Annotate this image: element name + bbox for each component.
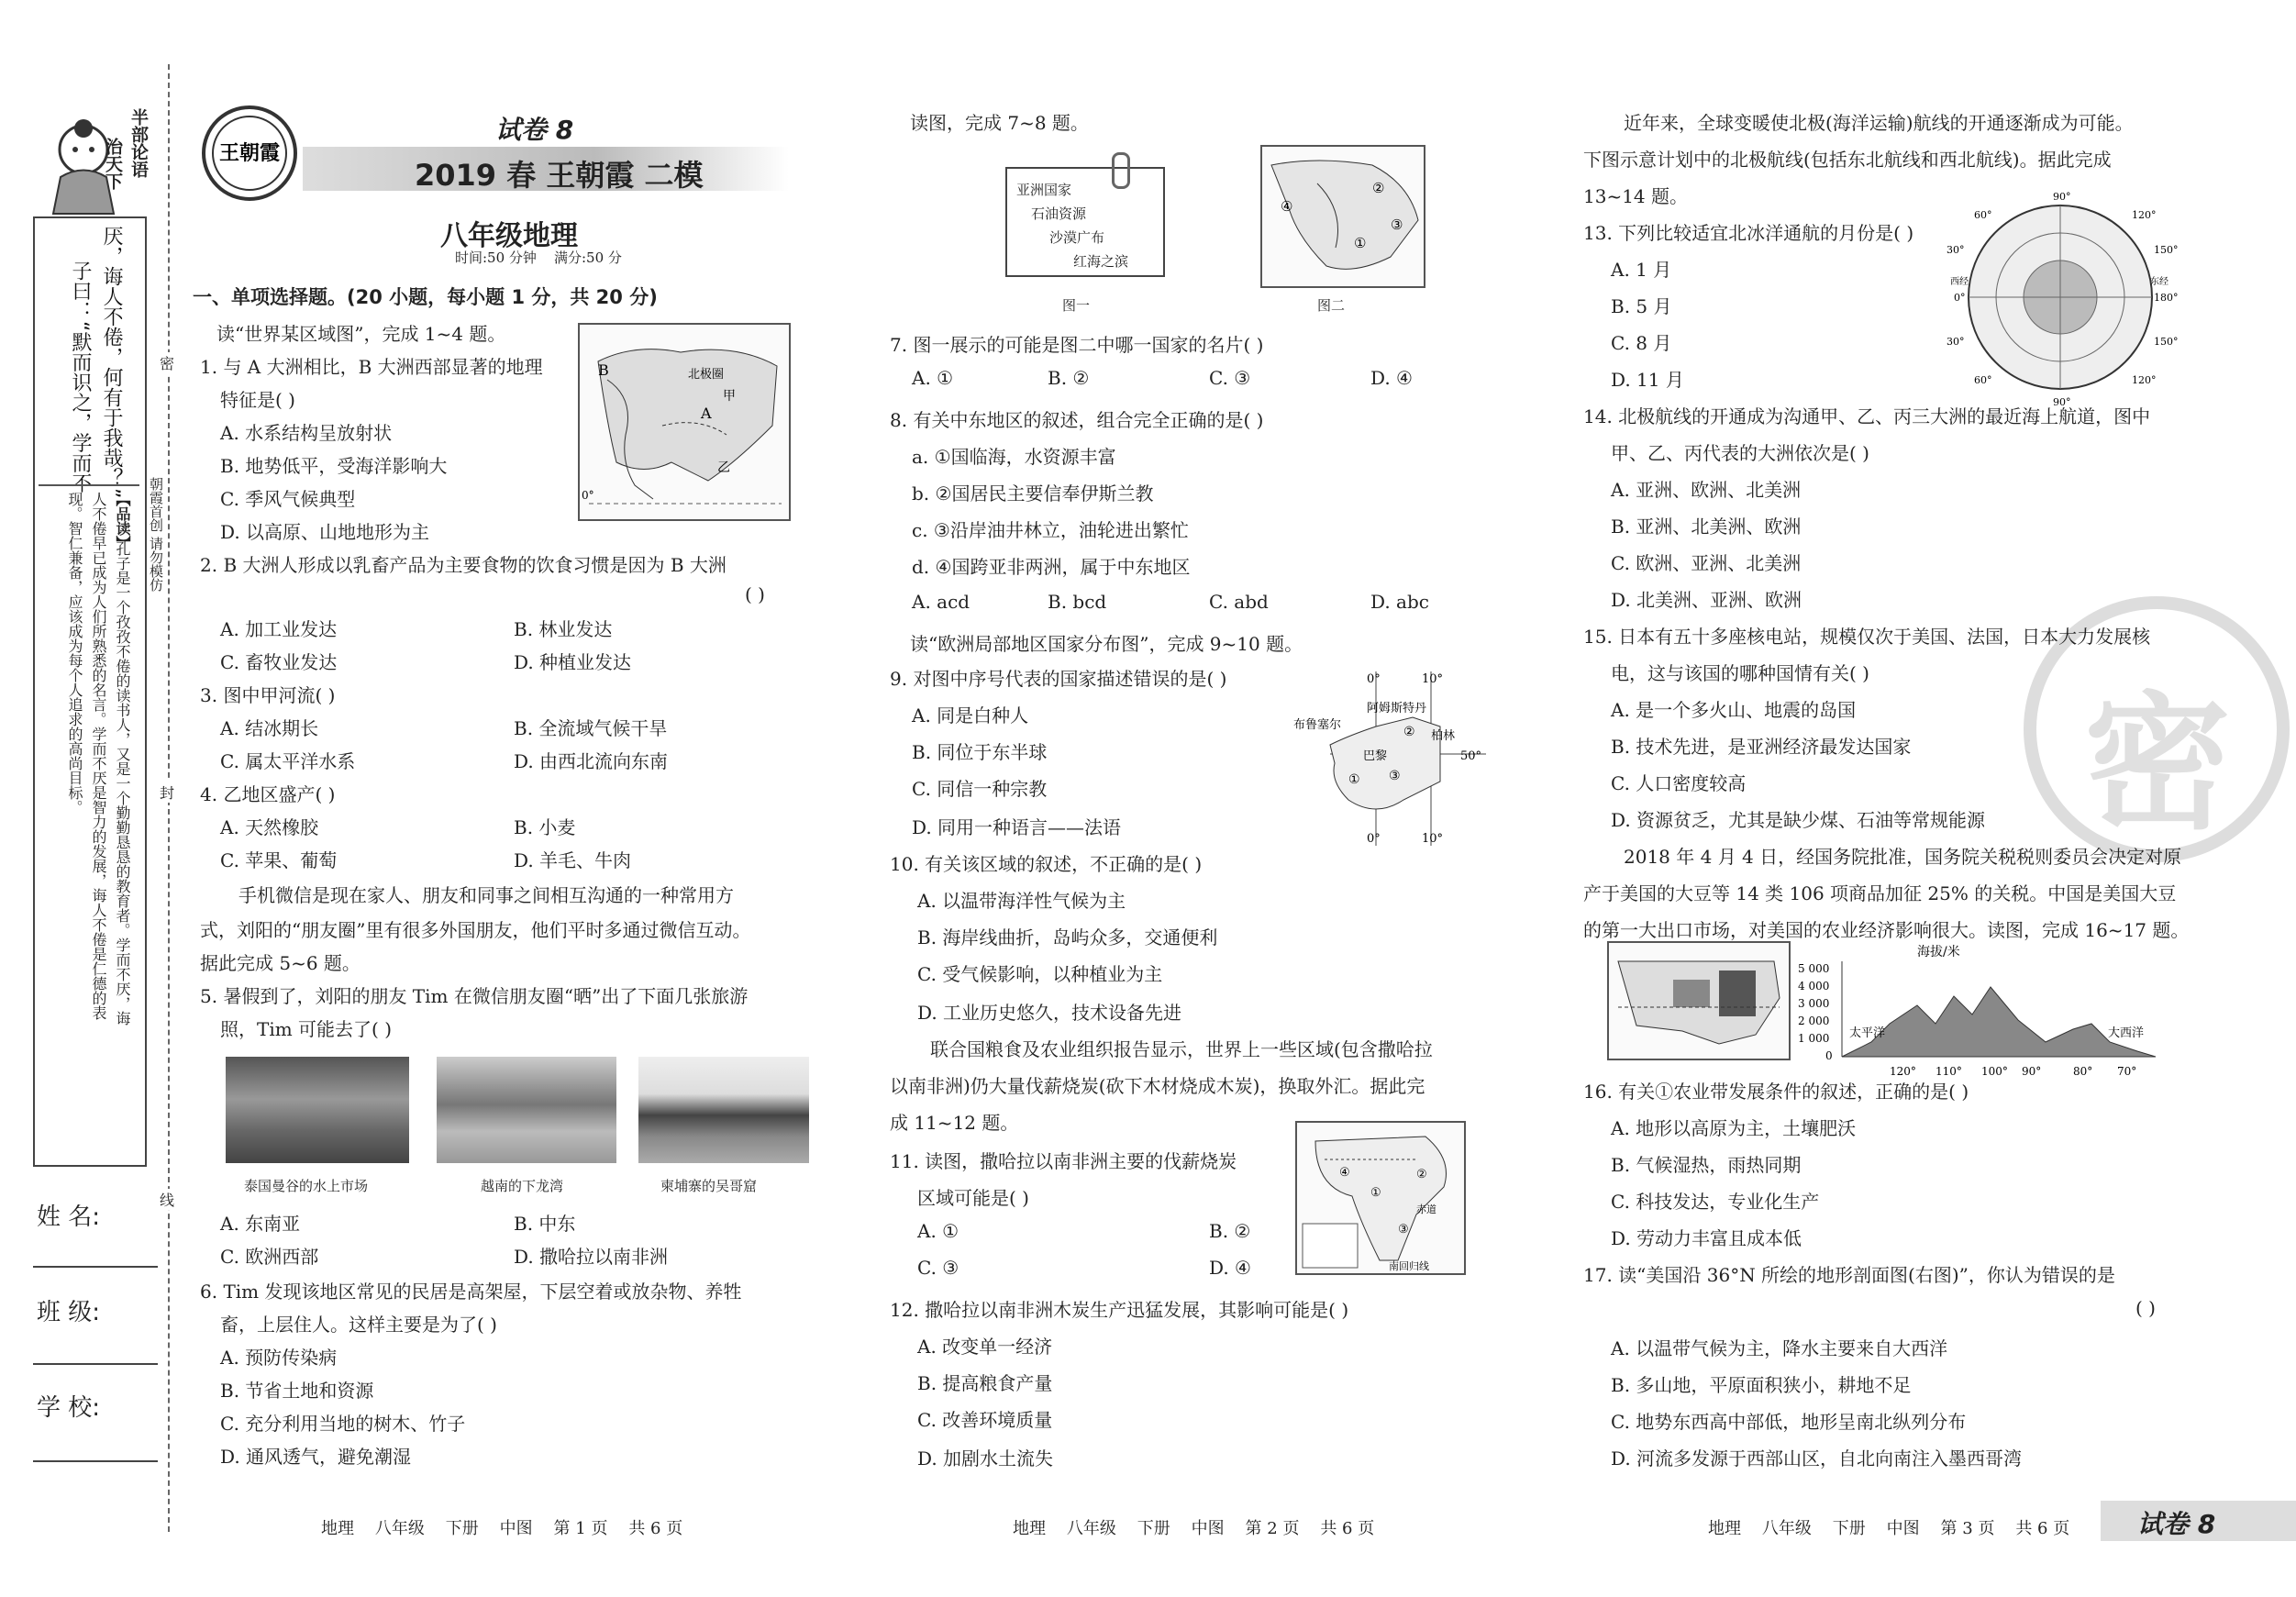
secret-stamp-text: 密 [2084, 678, 2232, 849]
intro-13-14-c: 13~14 题。 [1583, 185, 1689, 207]
q15-stem: 15. 日本有五十多座核电站，规模仅次于美国、法国，日本大力发展核 [1583, 626, 2151, 648]
q11-stem: 11. 读图，撒哈拉以南非洲主要的伐薪烧炭 [890, 1150, 1237, 1172]
logo-badge [194, 103, 305, 204]
intro-13-14-b: 下图示意计划中的北极航线(包括东北航线和西北航线)。据此完成 [1583, 149, 2112, 171]
intro-5-6-c: 据此完成 5~6 题。 [200, 952, 360, 974]
school-field[interactable] [33, 1460, 158, 1462]
country-card [1005, 167, 1165, 277]
profile-x-80: 80° [2073, 1065, 2093, 1078]
world-region-map-drawing [580, 325, 789, 519]
q8-option-d[interactable]: D. abc [1370, 591, 1429, 613]
page-title: 2019 春 王朝霞 二模 [415, 158, 704, 193]
footer-page-2: 地理 八年级 下册 中图 第 2 页 共 6 页 [1013, 1519, 1375, 1538]
intro-9-10: 读“欧洲局部地区国家分布图”，完成 9~10 题。 [910, 633, 1303, 655]
q7-option-a[interactable]: A. ① [912, 367, 954, 389]
seal-char-3: 线 [160, 1189, 174, 1210]
brand-column: 朝霞首创 请勿模仿 [148, 477, 164, 592]
q14-stem: 14. 北极航线的开通成为沟通甲、乙、丙三大洲的最近海上航道，图中 [1583, 405, 2151, 427]
photo-caption-3: 柬埔寨的吴哥窟 [660, 1178, 758, 1194]
map-label-arctic: 北极圈 [688, 368, 725, 382]
europe-map-drawing [1293, 671, 1495, 846]
sidebar-pindu-text-3: 现。智仁兼备，应该成为每个人追求的高尚目标。 [66, 492, 83, 815]
me-label-2: ② [1372, 180, 1385, 196]
seal-char-1: 密 [160, 352, 174, 373]
q11-stem-2: 区域可能是( ) [917, 1187, 1029, 1209]
polar-label-30-w: 30° [1947, 244, 1965, 256]
q14-stem-2: 甲、乙、丙代表的大洲依次是( ) [1611, 442, 1869, 464]
footer-page-3: 地理 八年级 下册 中图 第 3 页 共 6 页 [1708, 1519, 2070, 1538]
europe-map [1293, 671, 1495, 846]
q10-option-c[interactable]: C. 受气候影响，以种植业为主 [917, 963, 1163, 985]
q3-option-c[interactable]: C. 属太平洋水系 [220, 750, 356, 772]
profile-tick-4000: 4 000 [1798, 980, 1830, 993]
q16-option-c[interactable]: C. 科技发达，专业化生产 [1611, 1191, 1820, 1213]
q11-option-d[interactable]: D. ④ [1209, 1257, 1251, 1279]
me-label-3: ③ [1391, 216, 1403, 233]
q14-option-c[interactable]: C. 欧洲、亚洲、北美洲 [1611, 552, 1802, 574]
q4-option-c[interactable]: C. 苹果、葡萄 [220, 849, 338, 871]
subject-title: 八年级地理 [440, 220, 578, 252]
card-line-2: 石油资源 [1031, 205, 1087, 222]
q17-option-c[interactable]: C. 地势东西高中部低，地形呈南北纵列分布 [1611, 1411, 1967, 1433]
footer-badge: 试卷 8 [2137, 1509, 2216, 1539]
q9-option-b[interactable]: B. 同位于东半球 [912, 741, 1048, 763]
eu-label-2: ② [1403, 725, 1415, 739]
card-line-1: 亚洲国家 [1016, 182, 1072, 198]
q16-stem: 16. 有关①农业带发展条件的叙述，正确的是( ) [1583, 1081, 1969, 1103]
eu-label-0-top: 0° [1367, 672, 1381, 686]
q1-stem: 1. 与 A 大洲相比，B 大洲西部显著的地理 [200, 356, 543, 378]
q6-option-d[interactable]: D. 通风透气，避免潮湿 [220, 1446, 412, 1468]
polar-label-0: 0° [1954, 292, 1966, 304]
sidebar-pindu-text-2: 人不倦早已成为人们所熟悉的名言。学而不厌是智力的发展，诲人不倦是仁德的表 [90, 492, 107, 1020]
profile-atlantic: 大西洋 [2108, 1026, 2145, 1040]
africa-label-1: ① [1370, 1186, 1381, 1200]
q12-stem: 12. 撒哈拉以南非洲木炭生产迅猛发展，其影响可能是( ) [890, 1299, 1349, 1321]
eu-label-0-bottom: 0° [1367, 832, 1381, 846]
q14-option-a[interactable]: A. 亚洲、欧洲、北美洲 [1611, 479, 1802, 501]
map-label-equator: 0° [582, 489, 594, 502]
q16-option-b[interactable]: B. 气候湿热，雨热同期 [1611, 1154, 1802, 1176]
name-label: 姓 名: [37, 1203, 101, 1231]
middle-east-map-drawing [1262, 147, 1424, 286]
profile-x-90: 90° [2022, 1065, 2042, 1078]
footer-page-1: 地理 八年级 下册 中图 第 1 页 共 6 页 [321, 1519, 683, 1538]
eu-label-10-bottom: 10° [1422, 832, 1444, 846]
q8-item-a: a. ①国临海，水资源丰富 [912, 446, 1116, 468]
intro-11-12-c: 成 11~12 题。 [890, 1112, 1019, 1134]
polar-label-30-sw: 30° [1947, 336, 1965, 348]
q13-stem: 13. 下列比较适宜北冰洋通航的月份是( ) [1583, 222, 1914, 244]
q15-stem-2: 电，这与该国的哪种国情有关( ) [1611, 662, 1869, 684]
eu-label-paris: 巴黎 [1363, 749, 1388, 763]
q15-option-b[interactable]: B. 技术先进，是亚洲经济最发达国家 [1611, 736, 1912, 758]
polar-label-150-se: 150° [2154, 336, 2179, 348]
intro-7-8: 读图，完成 7~8 题。 [910, 112, 1089, 134]
eu-label-berlin: 柏林 [1431, 729, 1456, 743]
figure-1-caption: 图一 [1062, 297, 1091, 314]
q11-option-b[interactable]: B. ② [1209, 1220, 1251, 1242]
q8-option-a[interactable]: A. acd [912, 591, 971, 613]
polar-label-east: 东经 [2150, 277, 2168, 287]
eu-label-amsterdam: 阿姆斯特丹 [1367, 702, 1427, 715]
class-label: 班 级: [37, 1299, 101, 1326]
africa-map [1295, 1121, 1466, 1275]
photo-halong-bay [437, 1057, 616, 1163]
q12-option-b[interactable]: B. 提高粮食产量 [917, 1372, 1053, 1394]
q5-stem: 5. 暑假到了，刘阳的朋友 Tim 在微信朋友圈“晒”出了下面几张旅游 [200, 985, 749, 1007]
middle-east-map [1260, 145, 1425, 288]
q6-stem: 6. Tim 发现该地区常见的民居是高架屋，下层空着或放杂物、养牲 [200, 1281, 742, 1303]
profile-tick-5000: 5 000 [1798, 962, 1830, 975]
q17-option-d[interactable]: D. 河流多发源于西部山区，自北向南注入墨西哥湾 [1611, 1447, 2023, 1469]
eu-label-50: 50° [1460, 749, 1482, 763]
figure-2-caption: 图二 [1317, 297, 1346, 314]
q13-option-c[interactable]: C. 8 月 [1611, 332, 1672, 354]
photo-caption-1: 泰国曼谷的水上市场 [244, 1178, 369, 1194]
class-field[interactable] [33, 1363, 158, 1365]
q15-option-a[interactable]: A. 是一个多火山、地震的岛国 [1611, 699, 1857, 721]
q5-option-b[interactable]: B. 中东 [514, 1213, 576, 1235]
q4-option-a[interactable]: A. 天然橡胶 [220, 816, 319, 838]
q3-option-d[interactable]: D. 由西北流向东南 [514, 750, 669, 772]
q2-option-b[interactable]: B. 林业发达 [514, 618, 613, 640]
intro-16-17-a: 2018 年 4 月 4 日，经国务院批准，国务院关税税则委员会决定对原 [1624, 846, 2182, 868]
q6-option-b[interactable]: B. 节省土地和资源 [220, 1380, 374, 1402]
q12-option-c[interactable]: C. 改善环境质量 [917, 1409, 1053, 1431]
africa-map-drawing [1297, 1123, 1464, 1273]
map-label-a: A [701, 405, 712, 422]
polar-label-60-nw: 60° [1974, 209, 1992, 221]
elevation-profile-chart [1798, 941, 2165, 1079]
q7-option-c[interactable]: C. ③ [1209, 367, 1251, 389]
q5-stem-2: 照，Tim 可能去了( ) [220, 1018, 393, 1040]
q17-option-a[interactable]: A. 以温带气候为主，降水主要来自大西洋 [1611, 1337, 1948, 1359]
sidebar-quote-box [33, 216, 147, 1167]
q4-option-d[interactable]: D. 羊毛、牛肉 [514, 849, 632, 871]
sidebar-motto-1: 半部论语 [128, 108, 149, 178]
q7-option-b[interactable]: B. ② [1048, 367, 1090, 389]
profile-title: 海拔/米 [1917, 945, 1960, 959]
seal-char-2: 封 [160, 782, 174, 803]
paperclip-icon [1112, 152, 1130, 189]
q4-stem: 4. 乙地区盛产( ) [200, 783, 336, 805]
intro-16-17-c: 的第一大出口市场，对美国的农业经济影响很大。读图，完成 16~17 题。 [1583, 919, 2190, 941]
africa-label-equator: 赤道 [1416, 1203, 1436, 1215]
polar-label-180: 180° [2154, 292, 2179, 304]
q2-option-c[interactable]: C. 畜牧业发达 [220, 651, 338, 673]
profile-x-120: 120° [1890, 1065, 1916, 1078]
elevation-profile [1798, 941, 2165, 1079]
q1-stem-2: 特征是( ) [220, 389, 295, 411]
africa-label-4: ④ [1339, 1166, 1350, 1180]
q8-item-d: d. ④国跨亚非两洲，属于中东地区 [912, 556, 1191, 578]
wangzhaoxia-logo-icon [194, 103, 305, 204]
q14-option-d[interactable]: D. 北美洲、亚洲、欧洲 [1611, 589, 1802, 611]
arctic-route-map-drawing [1941, 189, 2180, 409]
q8-item-c: c. ③沿岸油井林立，油轮进出繁忙 [912, 519, 1189, 541]
polar-label-150-e: 150° [2154, 244, 2179, 256]
name-field[interactable] [33, 1266, 158, 1268]
africa-label-tropic: 南回归线 [1389, 1260, 1429, 1272]
q9-option-c[interactable]: C. 同信一种宗教 [912, 778, 1048, 800]
q6-stem-2: 畜，上层住人。这样主要是为了( ) [220, 1314, 497, 1336]
q2-stem: 2. B 大洲人形成以乳畜产品为主要食物的饮食习惯是因为 B 大洲 [200, 554, 727, 576]
q9-option-d[interactable]: D. 同用一种语言——法语 [912, 816, 1122, 838]
q10-stem: 10. 有关该区域的叙述，不正确的是( ) [890, 853, 1203, 875]
eu-label-10-top: 10° [1422, 672, 1444, 686]
q15-option-d[interactable]: D. 资源贫乏，尤其是缺少煤、石油等常规能源 [1611, 809, 1986, 831]
card-line-3: 沙漠广布 [1049, 229, 1105, 246]
section-title: 一、单项选择题。(20 小题，每小题 1 分，共 20 分) [193, 286, 658, 308]
q13-option-b[interactable]: B. 5 月 [1611, 295, 1672, 317]
q5-option-d[interactable]: D. 撒哈拉以南非洲 [514, 1246, 669, 1268]
q10-option-a[interactable]: A. 以温带海洋性气候为主 [917, 890, 1126, 912]
q9-stem: 9. 对图中序号代表的国家描述错误的是( ) [890, 668, 1227, 690]
sidebar-pindu-label: 【品读】 [114, 492, 131, 550]
profile-x-100: 100° [1981, 1065, 2008, 1078]
q7-option-d[interactable]: D. ④ [1370, 367, 1413, 389]
intro-16-17-b: 产于美国的大豆等 14 类 106 项商品加征 25% 的关税。中国是美国大豆 [1583, 882, 2177, 904]
q3-option-b[interactable]: B. 全流域气候干旱 [514, 717, 668, 739]
q13-option-d[interactable]: D. 11 月 [1611, 369, 1684, 391]
q5-option-c[interactable]: C. 欧洲西部 [220, 1246, 319, 1268]
q1-option-b[interactable]: B. 地势低平，受海洋影响大 [220, 455, 448, 477]
q14-option-b[interactable]: B. 亚洲、北美洲、欧洲 [1611, 516, 1802, 538]
q8-stem: 8. 有关中东地区的叙述，组合完全正确的是( ) [890, 409, 1264, 431]
q8-option-b[interactable]: B. bcd [1048, 591, 1107, 613]
map-label-jia: 甲 [723, 389, 736, 404]
exam-meta: 时间:50 分钟 满分:50 分 [455, 250, 622, 266]
eu-label-3: ③ [1389, 769, 1401, 783]
card-line-4: 红海之滨 [1073, 253, 1129, 270]
intro-5-6-b: 式，刘阳的“朋友圈”里有很多外国朋友，他们平时多通过微信互动。 [200, 919, 751, 941]
q13-option-a[interactable]: A. 1 月 [1611, 259, 1672, 281]
q10-option-b[interactable]: B. 海岸线曲折，岛屿众多，交通便利 [917, 926, 1218, 948]
profile-pacific: 太平洋 [1849, 1026, 1886, 1040]
svg-text:王朝霞: 王朝霞 [218, 141, 281, 165]
q2-paren: ( ) [745, 583, 765, 605]
q16-option-d[interactable]: D. 劳动力丰富且成本低 [1611, 1227, 1802, 1249]
eu-label-brussels: 布鲁塞尔 [1293, 718, 1342, 732]
q9-option-a[interactable]: A. 同是白种人 [912, 704, 1029, 726]
us-agriculture-map-drawing [1609, 943, 1789, 1059]
us-agriculture-map [1607, 941, 1791, 1060]
paper-label: 试卷 8 [495, 115, 574, 145]
photo-angkor-wat [638, 1057, 809, 1163]
q12-option-d[interactable]: D. 加剧水土流失 [917, 1447, 1054, 1469]
intro-13-14-a: 近年来，全球变暖使北极(海洋运输)航线的开通逐渐成为可能。 [1624, 112, 2134, 134]
q8-item-b: b. ②国居民主要信奉伊斯兰教 [912, 482, 1154, 505]
world-region-map [578, 323, 791, 521]
q3-option-a[interactable]: A. 结冰期长 [220, 717, 319, 739]
q11-option-a[interactable]: A. ① [917, 1220, 959, 1242]
map-label-yi: 乙 [717, 460, 730, 475]
intro-11-12-a: 联合国粮食及农业组织报告显示，世界上一些区域(包含撒哈拉 [930, 1038, 1433, 1060]
q17-stem: 17. 读“美国沿 36°N 所绘的地形剖面图(右图)”，你认为错误的是 [1583, 1264, 2115, 1286]
polar-label-west: 西经 [1950, 277, 1969, 287]
polar-label-60-sw: 60° [1974, 374, 1992, 386]
q16-option-a[interactable]: A. 地形以高原为主，土壤肥沃 [1611, 1117, 1857, 1139]
intro-5-6-a: 手机微信是现在家人、朋友和同事之间相互沟通的一种常用方 [238, 884, 734, 906]
polar-label-90-bottom: 90° [2053, 396, 2071, 408]
q6-option-c[interactable]: C. 充分利用当地的树木、竹子 [220, 1413, 466, 1435]
q15-option-c[interactable]: C. 人口密度较高 [1611, 772, 1747, 794]
profile-x-70: 70° [2117, 1065, 2137, 1078]
q1-option-c[interactable]: C. 季风气候典型 [220, 488, 356, 510]
sidebar-pindu-text-1: 孔子是一个孜孜不倦的读书人，又是一个勤勤恳恳的教育者。学而不厌，诲 [114, 541, 131, 1026]
q17-paren: ( ) [2135, 1297, 2156, 1319]
me-label-4: ④ [1281, 198, 1293, 215]
q11-option-c[interactable]: C. ③ [917, 1257, 959, 1279]
sidebar-quote-right: 厌，诲人不倦，何有于我哉？” [100, 226, 123, 499]
q3-stem: 3. 图中甲河流( ) [200, 684, 336, 706]
q17-option-b[interactable]: B. 多山地，平原面积狭小，耕地不足 [1611, 1374, 1912, 1396]
profile-tick-1000: 1 000 [1798, 1032, 1830, 1045]
q12-option-a[interactable]: A. 改变单一经济 [917, 1336, 1053, 1358]
arctic-route-map [1941, 189, 2180, 409]
q4-option-b[interactable]: B. 小麦 [514, 816, 576, 838]
eu-label-1: ① [1348, 772, 1360, 787]
sidebar-quote-left: 子曰：“默而识之，学而不 [69, 261, 92, 494]
intro-1-4: 读“世界某区域图”，完成 1~4 题。 [216, 323, 506, 345]
polar-label-120-ne: 120° [2132, 209, 2157, 221]
q2-option-a[interactable]: A. 加工业发达 [220, 618, 338, 640]
q7-stem: 7. 图一展示的可能是图二中哪一国家的名片( ) [890, 334, 1264, 356]
q2-option-d[interactable]: D. 种植业发达 [514, 651, 632, 673]
q1-option-d[interactable]: D. 以高原、山地地形为主 [220, 521, 430, 543]
africa-label-3: ③ [1398, 1223, 1409, 1237]
photo-bangkok-market [226, 1057, 409, 1163]
photo-caption-2: 越南的下龙湾 [481, 1178, 564, 1194]
q8-option-c[interactable]: C. abd [1209, 591, 1269, 613]
me-label-1: ① [1354, 235, 1367, 251]
polar-label-90-top: 90° [2053, 191, 2071, 203]
profile-tick-0: 0 [1825, 1049, 1833, 1062]
africa-label-2: ② [1416, 1168, 1427, 1181]
profile-x-110: 110° [1936, 1065, 1962, 1078]
q1-option-a[interactable]: A. 水系结构呈放射状 [220, 422, 393, 444]
profile-tick-2000: 2 000 [1798, 1015, 1830, 1027]
profile-tick-3000: 3 000 [1798, 997, 1830, 1010]
map-label-b: B [598, 361, 609, 379]
school-label: 学 校: [37, 1394, 101, 1422]
polar-label-120-se: 120° [2132, 374, 2157, 386]
q10-option-d[interactable]: D. 工业历史悠久，技术设备先进 [917, 1002, 1182, 1024]
sidebar-motto-2: 治天下 [103, 138, 123, 190]
intro-11-12-b: 以南非洲)仍大量伐薪烧炭(砍下木材烧成木炭)，换取外汇。据此完 [890, 1075, 1425, 1097]
q6-option-a[interactable]: A. 预防传染病 [220, 1347, 338, 1369]
q5-option-a[interactable]: A. 东南亚 [220, 1213, 301, 1235]
